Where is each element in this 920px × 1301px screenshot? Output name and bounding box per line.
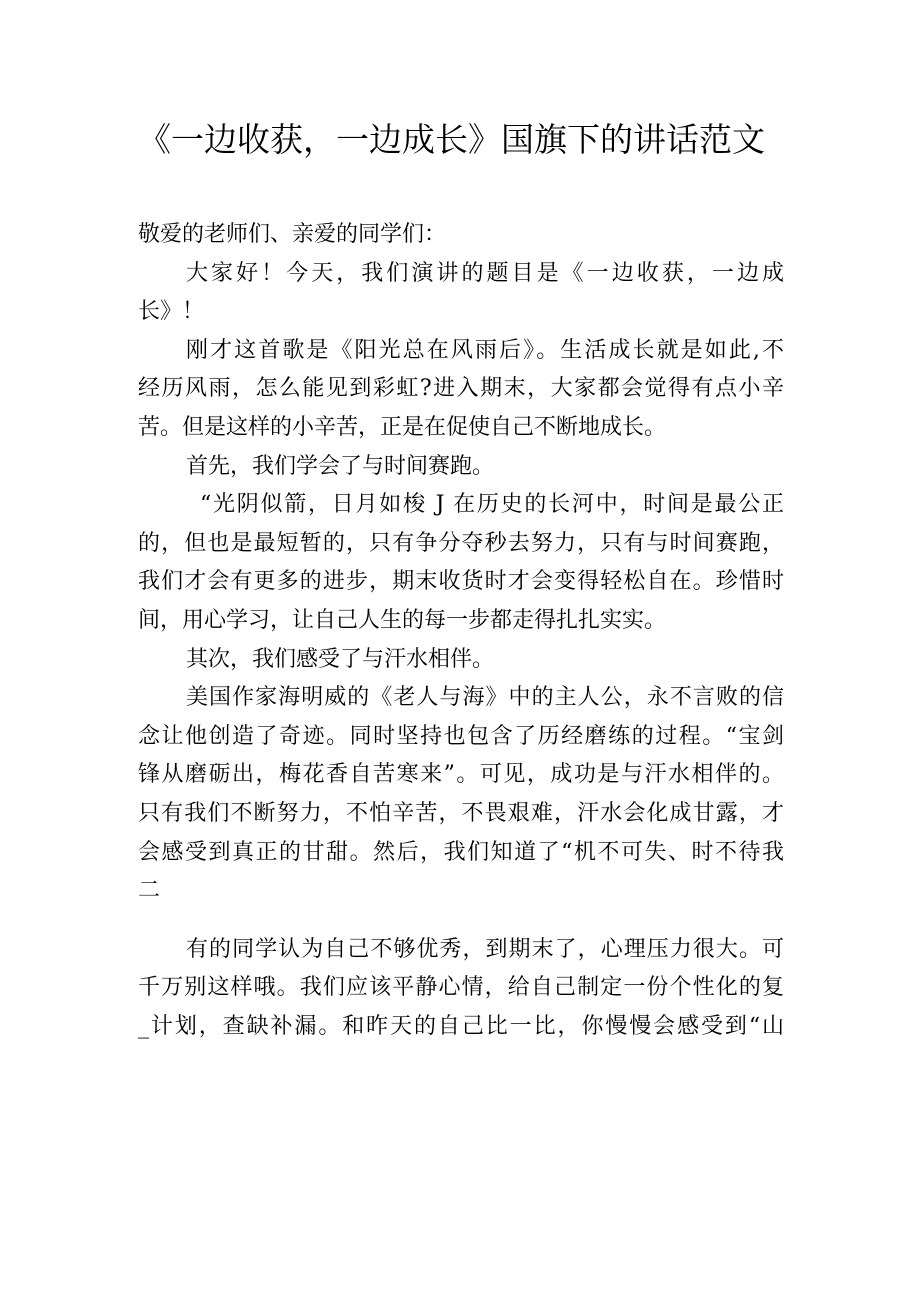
- paragraph-line: 有的同学认为自己不够优秀，到期末了，心理压力很大。可: [186, 936, 784, 962]
- paragraph-line: 苦。但是这样的小辛苦，正是在促使自己不断地成长。: [138, 414, 667, 440]
- paragraph-line: _计划，查缺补漏。和昨天的自己比一比，你慢慢会感受到“山: [138, 1013, 784, 1039]
- document-title: 《一边收获，一边成长》国旗下的讲话范文: [138, 120, 765, 159]
- paragraph-line: 念让他创造了奇迹。同时坚持也包含了历经磨练的过程。“宝剑: [138, 723, 784, 749]
- paragraph-line: “光阴似箭，日月如梭 J 在历史的长河中，时间是最公正: [200, 492, 784, 518]
- paragraph-line: 锋从磨砺出，梅花香自苦寒来”。可见，成功是与汗水相伴的。: [138, 762, 784, 788]
- paragraph-line: 只有我们不断努力，不怕辛苦，不畏艰难，汗水会化成甘露，才: [138, 800, 784, 826]
- paragraph-line: 刚才这首歌是《阳光总在风雨后》。生活成长就是如此,不: [186, 337, 784, 363]
- salutation-line: 敬爱的老师们、亲爱的同学们：: [138, 222, 447, 247]
- paragraph-line: 首先，我们学会了与时间赛跑。: [186, 453, 495, 479]
- paragraph-line: 会感受到真正的甘甜。然后，我们知道了“机不可失、时不待我: [138, 839, 784, 865]
- paragraph-line: 美国作家海明威的《老人与海》中的主人公，永不言败的信: [186, 685, 784, 711]
- document-body: [138, 216, 784, 1046]
- paragraph-line: 长》！: [138, 299, 205, 325]
- paragraph-line: 其次，我们感受了与汗水相伴。: [186, 646, 495, 672]
- paragraph-line: 经历风雨，怎么能见到彩虹?进入期末，大家都会觉得有点小辛: [138, 376, 784, 402]
- paragraph-line: 二: [138, 878, 161, 904]
- paragraph-line: 的，但也是最短暂的，只有争分夺秒去努力，只有与时间赛跑，: [138, 530, 784, 556]
- paragraph-line: 千万别这样哦。我们应该平静心情，给自己制定一份个性化的复: [138, 975, 784, 1001]
- paragraph-line: 间，用心学习，让自己人生的每一步都走得扎扎实实。: [138, 607, 667, 633]
- paragraph-line: 我们才会有更多的进步，期末收货时才会变得轻松自在。珍惜时: [138, 569, 784, 595]
- paragraph-line: 大家好！今天，我们演讲的题目是《一边收获，一边成: [186, 260, 784, 286]
- paragraph-gap: [138, 911, 784, 931]
